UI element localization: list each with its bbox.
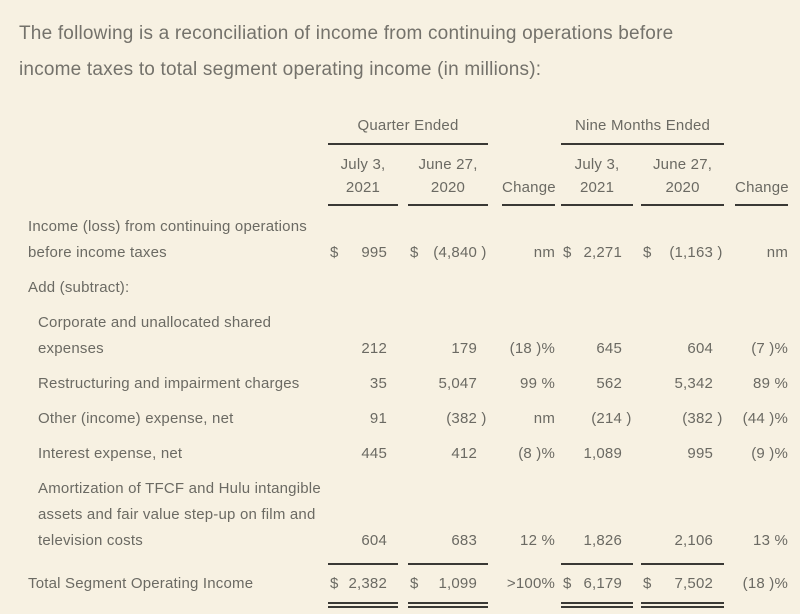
cell-n-2021: 562 xyxy=(596,375,623,392)
spacer-cell xyxy=(488,476,502,563)
spacer-cell xyxy=(633,406,641,441)
group-header-row xyxy=(28,116,788,145)
spacer-cell xyxy=(735,116,788,145)
spacer-cell xyxy=(633,441,641,476)
spacer-cell xyxy=(724,145,735,206)
spacer-cell xyxy=(502,116,555,145)
spacer-cell xyxy=(724,371,735,406)
cell-n-change: 13 % xyxy=(753,532,789,549)
spacer-cell xyxy=(398,406,408,441)
cell-n-change: (9 )% xyxy=(751,445,789,462)
cell-n-2020: $ 7,502 xyxy=(641,563,724,608)
spacer-cell xyxy=(724,310,735,371)
row-label: Restructuring and impairment charges xyxy=(38,375,300,392)
cell-n-change: 89 % xyxy=(753,375,789,392)
spacer-cell xyxy=(724,563,735,608)
col-header-n-change: Change xyxy=(735,145,788,206)
spacer-cell xyxy=(724,206,735,275)
cell-q-change: (8 )% xyxy=(518,445,556,462)
row-label: Corporate and unallocated shared expenses xyxy=(38,314,272,357)
row-add-subtract xyxy=(28,275,788,310)
spacer-cell xyxy=(28,145,328,206)
spacer-cell xyxy=(488,441,502,476)
cell-q-change: 12 % xyxy=(520,532,556,549)
cell-q-2020: 412 xyxy=(451,445,478,462)
col-header-n-2020: June 27, 2020 xyxy=(641,145,724,206)
currency-symbol: $ xyxy=(563,244,572,261)
row-interest-expense xyxy=(28,441,788,476)
row-other-income-expense xyxy=(28,406,788,441)
spacer-cell xyxy=(398,441,408,476)
currency-symbol: $ xyxy=(330,575,339,592)
currency-symbol: $ xyxy=(563,575,572,592)
spacer-cell xyxy=(724,476,735,563)
spacer-cell xyxy=(398,145,408,206)
intro-line-1: The following is a reconciliation of income from continuing operations before xyxy=(19,23,674,44)
cell-n-2020: 2,106 xyxy=(674,532,714,549)
spacer-cell xyxy=(724,406,735,441)
cell-q-2020: 179 xyxy=(451,340,478,357)
cell-q-2020: 5,047 xyxy=(438,375,478,392)
currency-symbol: $ xyxy=(410,244,419,261)
cell-n-change: (44 )% xyxy=(742,410,789,427)
cell-q-2020: (382 ) xyxy=(446,410,487,427)
cell-n-2021: 1,826 xyxy=(583,532,623,549)
group-header-quarter-ended: Quarter Ended xyxy=(328,116,488,145)
spacer-cell xyxy=(488,371,502,406)
spacer-cell xyxy=(398,371,408,406)
spacer-cell xyxy=(633,563,641,608)
spacer-cell xyxy=(488,406,502,441)
row-restructuring-impairment xyxy=(28,371,788,406)
currency-symbol: $ xyxy=(410,575,419,592)
spacer-cell xyxy=(488,563,502,608)
cell-n-2021: $ 6,179 xyxy=(561,563,633,608)
cell-q-2021: 35 xyxy=(369,375,387,392)
cell-n-change: (18 )% xyxy=(742,575,789,592)
cell-n-2021: $ 2,271 xyxy=(561,206,633,275)
spacer-cell xyxy=(633,476,641,563)
spacer-cell xyxy=(398,310,408,371)
cell-n-2020: (382 ) xyxy=(682,410,723,427)
cell-n-2021: (214 ) xyxy=(591,410,632,427)
column-header-row xyxy=(28,145,788,206)
cell-n-2021: 1,089 xyxy=(583,445,623,462)
currency-symbol: $ xyxy=(643,244,652,261)
col-header-q-2020: June 27, 2020 xyxy=(408,145,488,206)
row-corporate-expenses xyxy=(28,310,788,371)
spacer-cell xyxy=(488,116,502,145)
cell-n-2020: $ (1,163 ) xyxy=(641,206,724,275)
spacer-cell xyxy=(724,441,735,476)
spacer-cell xyxy=(398,476,408,563)
cell-q-2021: 212 xyxy=(361,340,387,357)
spacer-cell xyxy=(633,206,641,275)
group-header-nine-months-ended: Nine Months Ended xyxy=(561,116,724,145)
cell-n-2021: 645 xyxy=(596,340,623,357)
spacer-cell xyxy=(398,206,408,275)
cell-n-change: (7 )% xyxy=(751,340,789,357)
col-header-n-2021: July 3, 2021 xyxy=(561,145,633,206)
cell-q-change: (18 )% xyxy=(509,340,556,357)
cell-q-change: nm xyxy=(533,410,556,427)
row-label: Total Segment Operating Income xyxy=(28,575,254,592)
row-label: Other (income) expense, net xyxy=(38,410,234,427)
cell-q-2021: 91 xyxy=(369,410,387,427)
cell-q-2020: 683 xyxy=(451,532,478,549)
cell-q-change: >100% xyxy=(506,575,556,592)
cell-q-2020: $ (4,840 ) xyxy=(408,206,488,275)
cell-q-change: 99 % xyxy=(520,375,556,392)
spacer-cell xyxy=(488,206,502,275)
reconciliation-table xyxy=(28,116,788,608)
row-label: Amortization of TFCF and Hulu intangible assets and fair value step-up on film and television costs xyxy=(38,480,321,549)
row-label: Income (loss) from continuing operations before income taxes xyxy=(28,218,307,261)
spacer-cell xyxy=(398,563,408,608)
row-amortization-tfcf-hulu xyxy=(28,476,788,563)
currency-symbol: $ xyxy=(643,575,652,592)
spacer-cell xyxy=(28,116,328,145)
cell-q-2021: $ 995 xyxy=(328,206,398,275)
col-header-q-change: Change xyxy=(502,145,555,206)
spacer-cell xyxy=(633,371,641,406)
cell-n-change: nm xyxy=(766,244,789,261)
spacer-cell xyxy=(633,145,641,206)
row-label: Interest expense, net xyxy=(38,445,183,462)
cell-n-2020: 604 xyxy=(687,340,714,357)
intro-line-2: income taxes to total segment operating income (in millions): xyxy=(19,59,542,80)
currency-symbol: $ xyxy=(330,244,339,261)
row-income-before-taxes xyxy=(28,206,788,275)
spacer-cell xyxy=(724,116,735,145)
cell-q-change: nm xyxy=(533,244,556,261)
col-header-q-2021: July 3, 2021 xyxy=(328,145,398,206)
cell-n-2020: 995 xyxy=(687,445,714,462)
intro-text xyxy=(19,16,785,88)
cell-n-2020: 5,342 xyxy=(674,375,714,392)
spacer-cell xyxy=(488,310,502,371)
row-total-segment-operating-income xyxy=(28,563,788,608)
spacer-cell xyxy=(633,310,641,371)
spacer-cell xyxy=(488,145,502,206)
cell-q-2020: $ 1,099 xyxy=(408,563,488,608)
cell-q-2021: $ 2,382 xyxy=(328,563,398,608)
cell-q-2021: 604 xyxy=(361,532,387,549)
cell-q-2021: 445 xyxy=(361,445,387,462)
section-label: Add (subtract): xyxy=(28,279,130,296)
